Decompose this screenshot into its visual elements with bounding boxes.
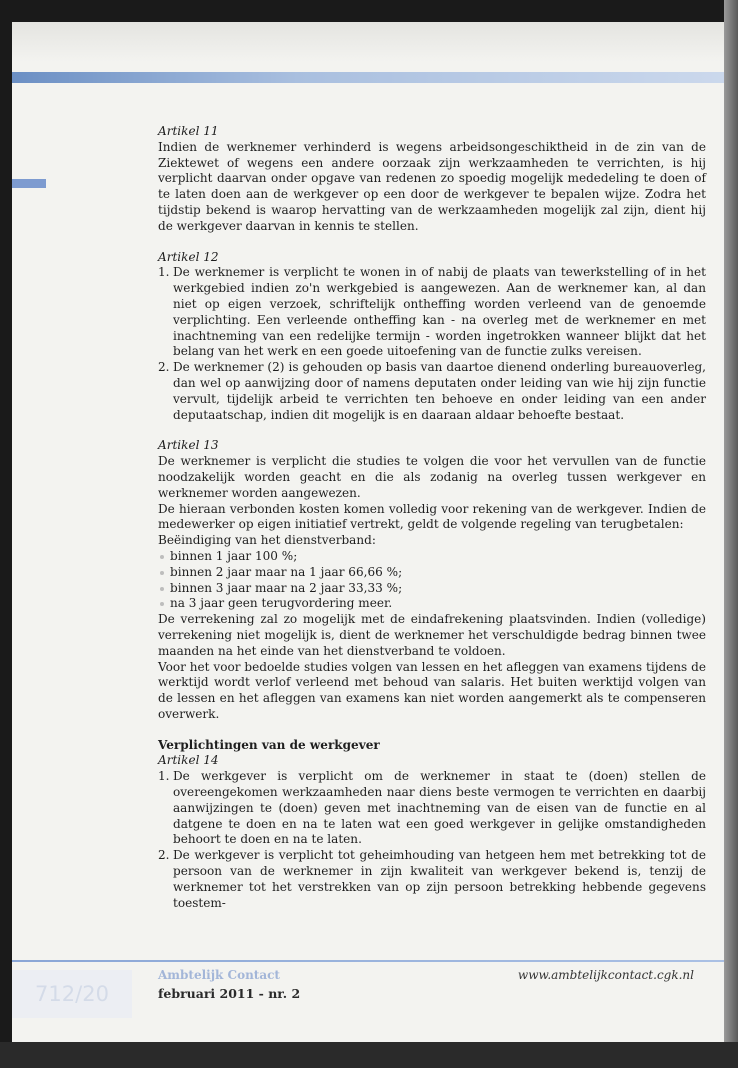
- article-14-list: [158, 769, 706, 911]
- issue-label: februari 2011 - nr. 2: [158, 986, 301, 1001]
- article-content: [158, 124, 706, 911]
- list-item: binnen 1 jaar 100 %;: [158, 549, 706, 565]
- list-item: na 3 jaar geen terugvordering meer.: [158, 596, 706, 612]
- website-link[interactable]: www.ambtelijkcontact.cgk.nl: [517, 968, 694, 982]
- list-item: 2. De werknemer (2) is gehouden op basis van daartoe dienend onderling bureauoverleg, dan wel op aanwijzing door of namens deputaten onder leiding van wie hij zijn functie vervult, tijdelijk arbeid te verrichten ten behoeve en onder leiding van een ander deputaatschap, indien dit mogelijk is en daaraan aldaar behoefte bestaat.: [158, 360, 706, 422]
- repayment-list: [158, 549, 706, 612]
- article-13-p4: De verrekening zal zo mogelijk met de eindafrekening plaatsvinden. Indien (volledige) verrekening niet mogelijk is, dient de werknemer het verschuldigde bedrag binnen twee maanden na het einde van het dienstverband te voldoen.: [158, 612, 706, 658]
- article-14-heading: Artikel 14: [158, 753, 219, 768]
- article-13-p2: De hieraan verbonden kosten komen volledig voor rekening van de werkgever. Indien de medewerker op eigen initiatief vertrekt, geldt de volgende regeling van terugbetalen:: [158, 501, 706, 532]
- article-13-p3: Beëindiging van het dienstverband:: [158, 533, 376, 548]
- page-top-sheen: [12, 22, 724, 62]
- article-13-heading: Artikel 13: [158, 438, 219, 453]
- section-title: Verplichtingen van de werkgever: [158, 737, 380, 752]
- article-12-heading: Artikel 12: [158, 249, 219, 264]
- publication-title: Ambtelijk Contact: [158, 968, 280, 982]
- page-edge-shadow: [724, 0, 738, 1068]
- article-11-text: Indien de werknemer verhinderd is wegens arbeidsongeschiktheid in de zin van de Ziektewet of wegens een andere oorzaak zijn werkzaamheden te verrichten, is hij verplicht daarvan onder opgave van redenen zo spoedig mogelijk mededeling te doen of te laten doen aan de werkgever op een door de werkgever te bepalen wijze. Zodra het tijdstip bekend is waarop hervatting van de werkzaamheden mogelijk zal zijn, dient hij de werkgever daarvan in kennis te stellen.: [158, 139, 706, 233]
- list-item: 2. De werkgever is verplicht tot geheimhouding van hetgeen hem met betrekking tot de persoon van de werknemer in zijn kwaliteit van werkgever bekend is, tenzij de werknemer tot het verstrekken van op zijn persoon betrekking hebbende gegevens toestem-: [158, 848, 706, 910]
- list-item: binnen 3 jaar maar na 2 jaar 33,33 %;: [158, 581, 706, 597]
- footer-divider: [12, 960, 724, 962]
- list-item: 1. De werknemer is verplicht te wonen in of nabij de plaats van tewerkstelling of in het werkgebied indien zo'n werkgebied is aangewezen. Aan de werknemer kan, al dan niet op eigen verzoek, schriftelijk ontheffing worden verleend van de genoemde verplichting. Een verleende ontheffing kan - na overleg met de werknemer en met inachtneming van een redelijke termijn - worden ingetrokken wanneer blijkt dat het belang van het werk en een goede uitoefening van de functie zulks vereisen.: [158, 265, 706, 359]
- header-color-band: [12, 72, 724, 83]
- page-number: 712/20: [12, 970, 132, 1018]
- article-13-p5: Voor het voor bedoelde studies volgen van lessen en het afleggen van examens tijdens de werktijd wordt verlof verleend met behoud van salaris. Het buiten werktijd volgen van de lessen en het afleggen van examens kan niet worden aangemerkt als te compenseren overwerk.: [158, 659, 706, 721]
- article-13-p1: De werknemer is verplicht die studies te volgen die voor het vervullen van de functie noodzakelijk worden geacht en die als zodanig na overleg tussen werkgever en werknemer worden aangewezen.: [158, 454, 706, 500]
- article-12-list: [158, 265, 706, 423]
- margin-marker: [12, 179, 46, 188]
- page: [12, 22, 724, 1042]
- list-item: binnen 2 jaar maar na 1 jaar 66,66 %;: [158, 565, 706, 581]
- list-item: 1. De werkgever is verplicht om de werknemer in staat te (doen) stellen de overeengekomen werkzaamheden naar diens beste vermogen te verrichten en daarbij aanwijzingen te (doen) geven met inachtneming van de eisen van de functie en al datgene te doen en na te laten wat een goed werkgever in gelijke omstandigheden behoort te doen en na te laten.: [158, 769, 706, 847]
- article-11-heading: Artikel 11: [158, 124, 219, 138]
- scan-bottom-edge: [0, 1042, 738, 1068]
